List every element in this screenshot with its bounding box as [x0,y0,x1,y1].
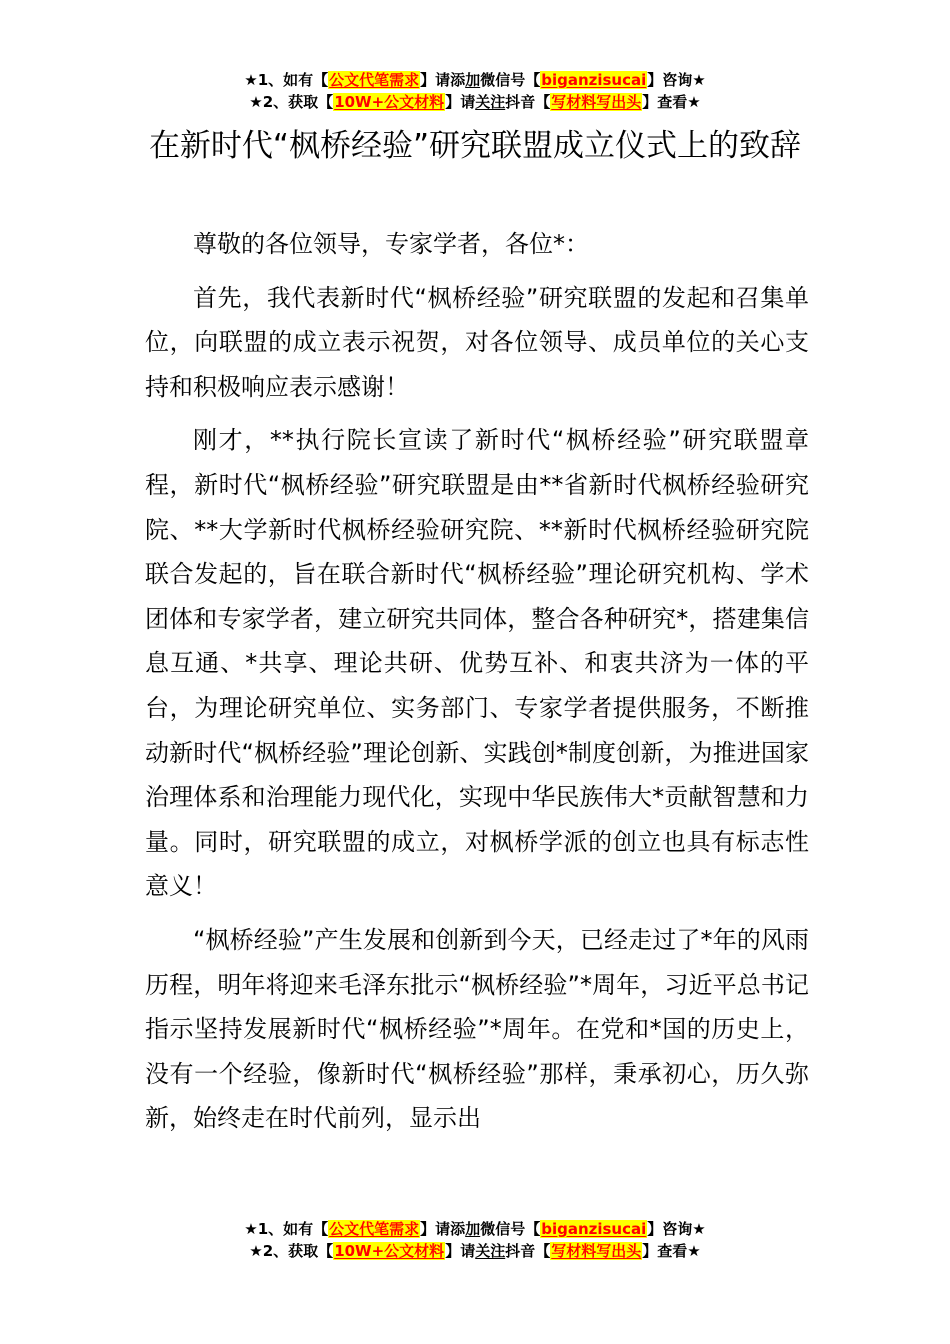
banner-text: ★1、如有【 [244,1220,329,1238]
banner-text: 抖音【 [505,93,551,111]
banner-underlined-text: 关注 [475,1242,506,1260]
banner-text: ★1、如有【 [244,71,329,89]
banner-text: 】查看★ [642,1242,701,1260]
banner-text: 微信号【 [480,71,541,89]
highlight-ghostwriting: 公文代笔需求 [329,1220,420,1238]
banner-line-1 [0,69,950,91]
footer-banner [0,1218,950,1262]
banner-text: 】查看★ [642,93,701,111]
document-title: 在新时代“枫桥经验”研究联盟成立仪式上的致辞 [148,128,802,164]
highlight-douyin-account: 写材料写出头 [551,93,642,111]
header-banner [0,69,950,113]
highlight-wechat-id: biganzisucai [541,71,647,89]
paragraph: “枫桥经验”产生发展和创新到今天，已经走过了*年的风雨历程，明年将迎来毛泽东批示“枫桥经验”*周年，习近平总书记指示坚持发展新时代“枫桥经验”*周年。在党和*国的历史上，没有一个经验，像新时代“枫桥经验”那样，秉承初心，历久弥新，始终走在时代前列，显示出 [145,925,809,1133]
highlight-wechat-id: biganzisucai [541,1220,647,1238]
banner-line-2 [0,91,950,113]
banner-text: 微信号【 [480,1220,541,1238]
highlight-ghostwriting: 公文代笔需求 [329,71,420,89]
banner-text: ★2、获取【 [249,93,334,111]
paragraph: 首先，我代表新时代“枫桥经验”研究联盟的发起和召集单位，向联盟的成立表示祝贺，对各位领导、成员单位的关心支持和积极响应表示感谢！ [145,283,809,401]
highlight-materials: 10W+公文材料 [334,1242,445,1260]
banner-line-2 [0,1240,950,1262]
banner-underlined-text: 加 [465,1220,481,1238]
banner-text: 抖音【 [505,1242,551,1260]
banner-text: 】请 [445,93,476,111]
banner-text: 】咨询★ [647,1220,706,1238]
highlight-douyin-account: 写材料写出头 [551,1242,642,1260]
banner-text: ★2、获取【 [249,1242,334,1260]
banner-text: 】请添 [420,71,466,89]
banner-text: 】请添 [420,1220,466,1238]
paragraph-salutation: 尊敬的各位领导，专家学者，各位*： [193,230,589,258]
banner-text: 】咨询★ [647,71,706,89]
document-body [145,222,809,1150]
banner-underlined-text: 关注 [475,93,506,111]
banner-underlined-text: 加 [465,71,481,89]
highlight-materials: 10W+公文材料 [334,93,445,111]
banner-line-1 [0,1218,950,1240]
banner-text: 】请 [445,1242,476,1260]
paragraph: 刚才，**执行院长宣读了新时代“枫桥经验”研究联盟章程，新时代“枫桥经验”研究联盟是由**省新时代枫桥经验研究院、**大学新时代枫桥经验研究院、**新时代枫桥经验研究院联合发起的，旨在联合新时代“枫桥经验”理论研究机构、学术团体和专家学者，建立研究共同体，整合各种研究*，搭建集信息互通、*共享、理论共研、优势互补、和衷共济为一体的平台，为理论研究单位、实务部门、专家学者提供服务，不断推动新时代“枫桥经验”理论创新、实践创*制度创新，为推进国家治理体系和治理能力现代化，实现中华民族伟大*贡献智慧和力量。同时，研究联盟的成立，对枫桥学派的创立也具有标志性意义！ [145,426,809,901]
